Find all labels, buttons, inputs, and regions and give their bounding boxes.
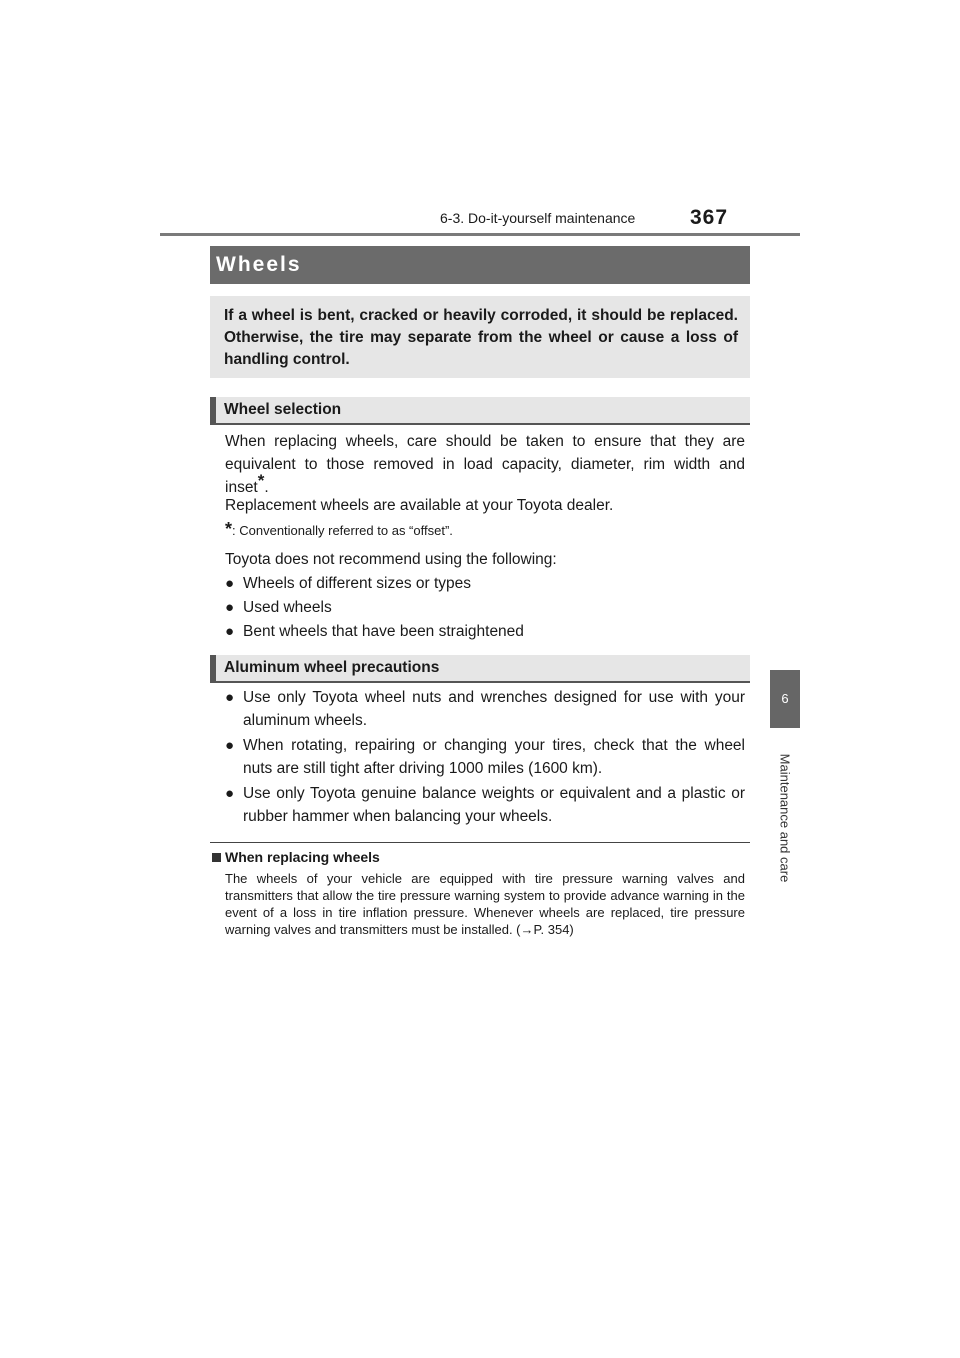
wheel-selection-period: . [264,479,269,496]
bullet-icon: ● [225,689,235,706]
list-item: ● Use only Toyota wheel nuts and wrenches designed for use with your aluminum wheels. [225,686,745,732]
bullet-icon: ● [225,575,235,592]
list-item: ● When rotating, repairing or changing your tires, check that the wheel nuts are still tight after driving 1000 miles (1600 km). [225,734,745,780]
wheel-selection-rule [210,423,750,425]
footnote-asterisk: * [225,519,233,539]
intro-box: If a wheel is bent, cracked or heavily corroded, it should be replaced. Otherwise, the tire may separate from the wheel or cause a loss of handling control. [210,296,750,378]
chapter-tab-label-text: Maintenance and care [777,753,793,883]
page-title: Wheels [210,246,750,284]
wheel-selection-text: When replacing wheels, care should be taken to ensure that they are equivalent to those removed in load capacity, diameter, rim width and inset [225,433,745,496]
note-title [212,849,380,865]
page-number: 367 [690,206,729,229]
wheel-selection-heading: Wheel selection [210,397,750,423]
aluminum-rule [210,681,750,683]
footnote [225,519,453,540]
dealer-paragraph: Replacement wheels are available at your Toyota dealer. [225,497,614,514]
bullet-icon: ● [225,623,235,640]
chapter-tab-number: 6 [770,670,800,728]
header-divider [160,233,800,236]
note-divider [210,842,750,843]
wheel-selection-paragraph [225,430,745,499]
recommend-intro: Toyota does not recommend using the following: [225,551,557,568]
chapter-tab-label [770,738,800,898]
aluminum-heading: Aluminum wheel precautions [210,655,750,681]
note-body: The wheels of your vehicle are equipped with tire pressure warning valves and transmitters that allow the tire pressure warning system to provide advance warning in the event of a loss in tire inflation pressure. Whenever wheels are replaced, tire pressure warning valves and transmitters must be installed. (→P. 354) [225,871,745,937]
list-item: ● Used wheels [225,596,745,619]
note-title-text: When replacing wheels [225,849,380,865]
list-item: ● Use only Toyota genuine balance weights or equivalent and a plastic or rubber hammer when balancing your wheels. [225,782,745,828]
bullet-icon: ● [225,785,235,802]
bullet-icon: ● [225,737,235,754]
list-item: ● Wheels of different sizes or types [225,572,745,595]
section-reference: 6-3. Do-it-yourself maintenance [440,210,636,226]
list-item: ● Bent wheels that have been straightened [225,620,745,643]
bullet-icon: ● [225,599,235,616]
square-bullet-icon [212,853,221,862]
footnote-text: : Conventionally referred to as “offset”. [232,523,453,538]
asterisk-mark: * [257,470,265,490]
